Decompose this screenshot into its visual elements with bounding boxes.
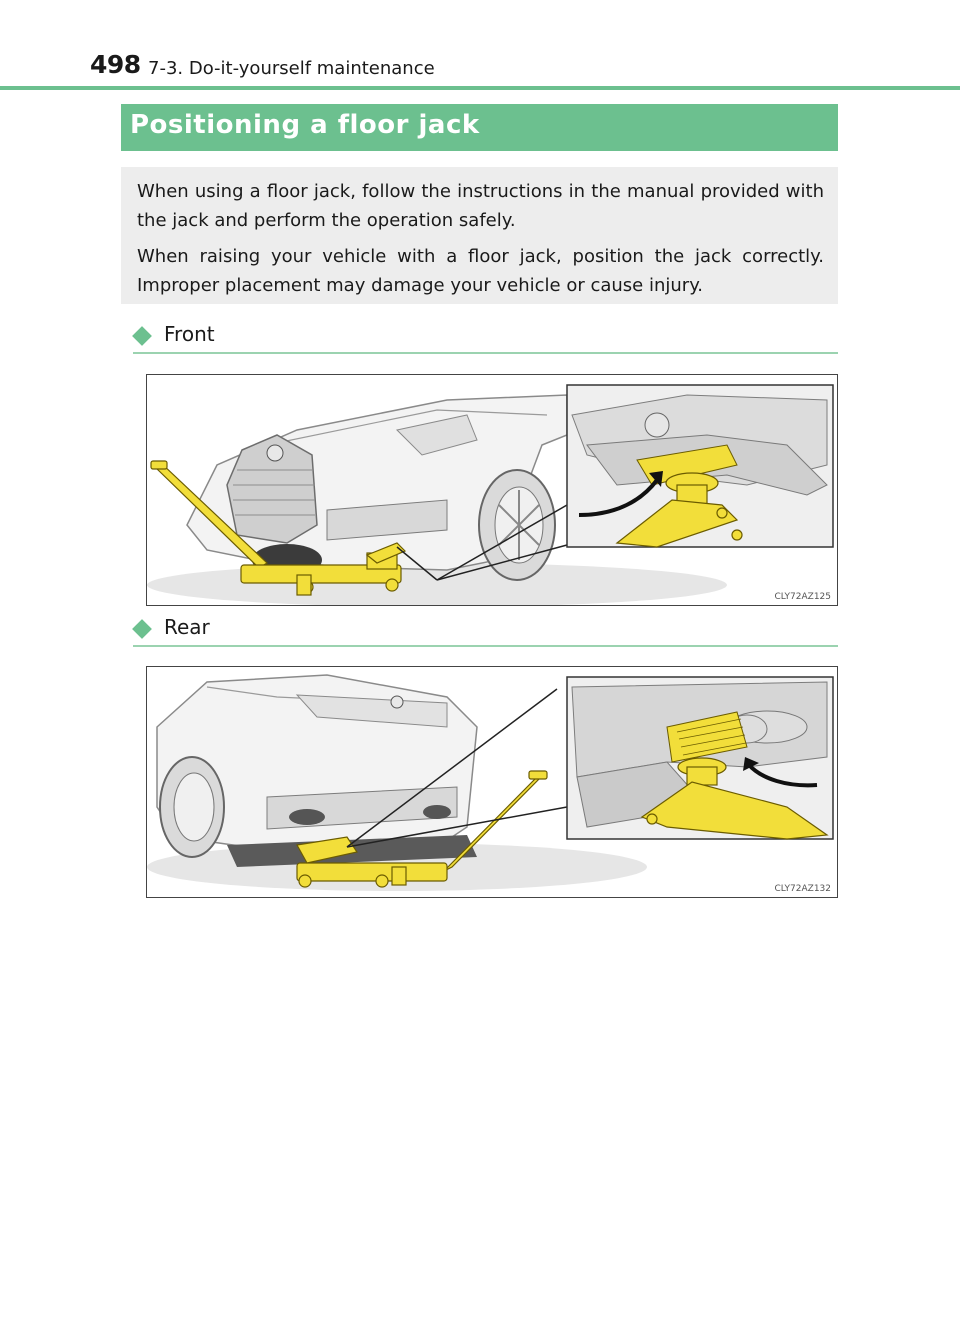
- page-header: [90, 46, 960, 86]
- front-label: Front: [164, 322, 215, 346]
- intro-paragraph-1: When using a floor jack, follow the instructions in the manual provided with the jack and perform the operation safely.: [137, 181, 824, 231]
- intro-box: [121, 167, 838, 304]
- header-divider: [0, 86, 960, 90]
- page-title: Positioning a floor jack: [130, 110, 480, 140]
- front-jack-illustration: [147, 375, 838, 606]
- rear-figure-code: CLY72AZ132: [774, 884, 831, 894]
- intro-paragraph-2: When raising your vehicle with a floor jack, position the jack correctly. Improper placement may damage your vehicle or cause injury.: [137, 246, 824, 296]
- rear-jack-illustration: [147, 667, 838, 898]
- front-divider: [133, 352, 838, 354]
- rear-divider: [133, 645, 838, 647]
- diamond-bullet-icon: [132, 326, 152, 346]
- front-jack-figure: [146, 374, 838, 606]
- section-title-bar: [121, 104, 838, 151]
- front-figure-code: CLY72AZ125: [774, 592, 831, 602]
- page-number: 498: [90, 50, 141, 79]
- front-subheading: [133, 322, 838, 348]
- rear-jack-figure: [146, 666, 838, 898]
- diamond-bullet-icon: [132, 619, 152, 639]
- rear-subheading: [133, 615, 838, 641]
- rear-label: Rear: [164, 615, 210, 639]
- section-breadcrumb: 7-3. Do-it-yourself maintenance: [148, 58, 435, 79]
